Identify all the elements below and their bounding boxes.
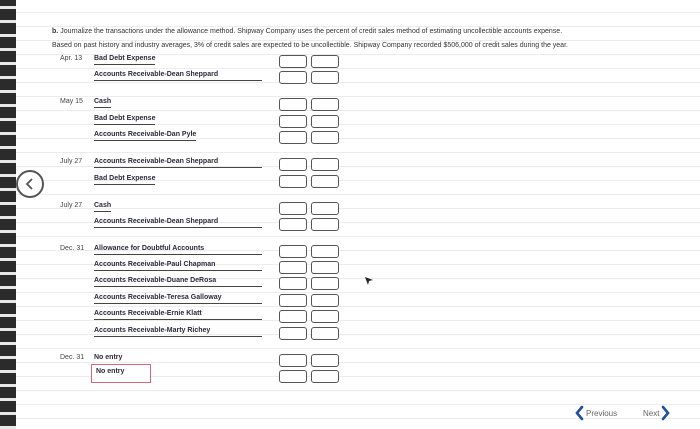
debit-account[interactable]: Bad Debt Expense xyxy=(94,55,155,65)
credit-amount-input[interactable] xyxy=(311,354,339,367)
credit-amount-input[interactable] xyxy=(311,245,339,258)
rail-stripe xyxy=(0,342,16,345)
debit-amount-input[interactable] xyxy=(279,175,307,188)
credit-amount-input[interactable] xyxy=(311,175,339,188)
debit-amount-input[interactable] xyxy=(279,294,307,307)
rail-stripe xyxy=(0,370,16,373)
credit-amount-input[interactable] xyxy=(311,294,339,307)
debit-amount-input[interactable] xyxy=(279,277,307,290)
instructions-line-1: Journalize the transactions under the allowance method. Shipway Company uses the percent of credit sales method of estimating uncollectible accounts expense. xyxy=(60,28,563,35)
debit-amount-input[interactable] xyxy=(279,131,307,144)
previous-label: Previous xyxy=(586,408,618,418)
debit-amount-input[interactable] xyxy=(279,55,307,68)
rail-stripe xyxy=(0,244,16,247)
debit-amount-input[interactable] xyxy=(279,245,307,258)
debit-amount-input[interactable] xyxy=(279,327,307,340)
credit-account[interactable]: Accounts Receivable-Ernie Klatt xyxy=(94,310,262,320)
no-entry-select[interactable]: No entry xyxy=(91,364,151,383)
credit-account[interactable]: Accounts Receivable-Dan Pyle xyxy=(94,131,196,141)
background-rule xyxy=(16,12,700,13)
rail-stripe xyxy=(0,286,16,289)
rail-stripe xyxy=(0,356,16,359)
rail-stripe xyxy=(0,104,16,107)
credit-amount-input[interactable] xyxy=(311,98,339,111)
rail-stripe xyxy=(0,314,16,317)
mouse-pointer-icon xyxy=(364,276,374,286)
chevron-left-icon xyxy=(24,177,36,191)
credit-account[interactable]: Accounts Receivable-Dean Sheppard xyxy=(94,218,262,228)
credit-account[interactable]: Accounts Receivable-Paul Chapman xyxy=(94,261,262,271)
debit-amount-input[interactable] xyxy=(279,202,307,215)
rail-stripe xyxy=(0,230,16,233)
instructions xyxy=(52,25,682,53)
credit-account[interactable]: Bad Debt Expense xyxy=(94,175,155,185)
rail-stripe xyxy=(0,384,16,387)
background-rule xyxy=(16,236,700,237)
debit-account[interactable]: No entry xyxy=(94,354,123,361)
debit-amount-input[interactable] xyxy=(279,261,307,274)
credit-account[interactable]: Accounts Receivable-Duane DeRosa xyxy=(94,277,262,287)
credit-amount-input[interactable] xyxy=(311,370,339,383)
chevron-left-icon xyxy=(574,405,584,421)
credit-amount-input[interactable] xyxy=(311,310,339,323)
credit-amount-input[interactable] xyxy=(311,71,339,84)
debit-amount-input[interactable] xyxy=(279,98,307,111)
background-rule xyxy=(16,208,700,209)
background-rule xyxy=(16,68,700,69)
debit-account[interactable]: Cash xyxy=(94,202,111,212)
rail-stripe xyxy=(0,34,16,37)
background-rule xyxy=(16,152,700,153)
debit-account[interactable]: Accounts Receivable-Dean Sheppard xyxy=(94,158,262,168)
background-rule xyxy=(16,292,700,293)
rail-stripe xyxy=(0,174,16,177)
previous-button[interactable] xyxy=(574,402,617,424)
credit-amount-input[interactable] xyxy=(311,202,339,215)
background-rule xyxy=(16,110,700,111)
background-rule xyxy=(16,82,700,83)
entry-date: Apr. 13 xyxy=(60,55,83,62)
background-rule xyxy=(16,96,700,97)
credit-account[interactable]: Accounts Receivable-Dean Sheppard xyxy=(94,71,262,81)
rail-stripe xyxy=(0,216,16,219)
rail-stripe xyxy=(0,6,16,9)
rail-stripe xyxy=(0,76,16,79)
chevron-right-icon xyxy=(661,405,671,421)
debit-account[interactable]: Bad Debt Expense xyxy=(94,115,155,125)
background-rule xyxy=(16,348,700,349)
rail-stripe xyxy=(0,258,16,261)
debit-account[interactable]: Allowance for Doubtful Accounts xyxy=(94,245,262,255)
debit-amount-input[interactable] xyxy=(279,158,307,171)
rail-stripe xyxy=(0,188,16,191)
part-label: b. xyxy=(52,28,59,35)
credit-account[interactable]: Accounts Receivable-Teresa Galloway xyxy=(94,294,262,304)
credit-amount-input[interactable] xyxy=(311,277,339,290)
credit-amount-input[interactable] xyxy=(311,218,339,231)
background-rule xyxy=(16,306,700,307)
rail-stripe xyxy=(0,160,16,163)
credit-amount-input[interactable] xyxy=(311,115,339,128)
debit-amount-input[interactable] xyxy=(279,354,307,367)
rail-stripe xyxy=(0,132,16,135)
credit-amount-input[interactable] xyxy=(311,55,339,68)
left-rail xyxy=(0,0,16,429)
rail-stripe xyxy=(0,412,16,415)
rail-stripe xyxy=(0,48,16,51)
entry-date: May 15 xyxy=(60,98,83,105)
entry-date: Dec. 31 xyxy=(60,245,85,252)
rail-stripe xyxy=(0,328,16,331)
back-button[interactable] xyxy=(16,170,44,198)
debit-amount-input[interactable] xyxy=(279,310,307,323)
background-rule xyxy=(16,194,700,195)
credit-amount-input[interactable] xyxy=(311,158,339,171)
debit-amount-input[interactable] xyxy=(279,115,307,128)
debit-amount-input[interactable] xyxy=(279,370,307,383)
rail-stripe xyxy=(0,202,16,205)
instructions-line-2: Based on past history and industry averages, 3% of credit sales are expected to be uncollectible. Shipway Company recorded $506,000 of credit sales during the year. xyxy=(52,42,568,49)
debit-amount-input[interactable] xyxy=(279,218,307,231)
credit-amount-input[interactable] xyxy=(311,261,339,274)
rail-stripe xyxy=(0,118,16,121)
entry-date: July 27 xyxy=(60,158,83,165)
credit-amount-input[interactable] xyxy=(311,131,339,144)
rail-stripe xyxy=(0,62,16,65)
rail-stripe xyxy=(0,398,16,401)
background-rule xyxy=(16,320,700,321)
entry-date: July 27 xyxy=(60,202,83,209)
next-label: Next xyxy=(643,408,660,418)
rail-stripe xyxy=(0,272,16,275)
credit-account[interactable]: Accounts Receivable-Marty Richey xyxy=(94,327,262,337)
rail-stripe xyxy=(0,146,16,149)
rail-stripe xyxy=(0,90,16,93)
background-rule xyxy=(16,390,700,391)
rail-stripe xyxy=(0,20,16,23)
credit-amount-input[interactable] xyxy=(311,327,339,340)
debit-amount-input[interactable] xyxy=(279,71,307,84)
entry-date: Dec. 31 xyxy=(60,354,85,361)
rail-stripe xyxy=(0,300,16,303)
next-button[interactable] xyxy=(643,402,671,424)
debit-account[interactable]: Cash xyxy=(94,98,111,108)
